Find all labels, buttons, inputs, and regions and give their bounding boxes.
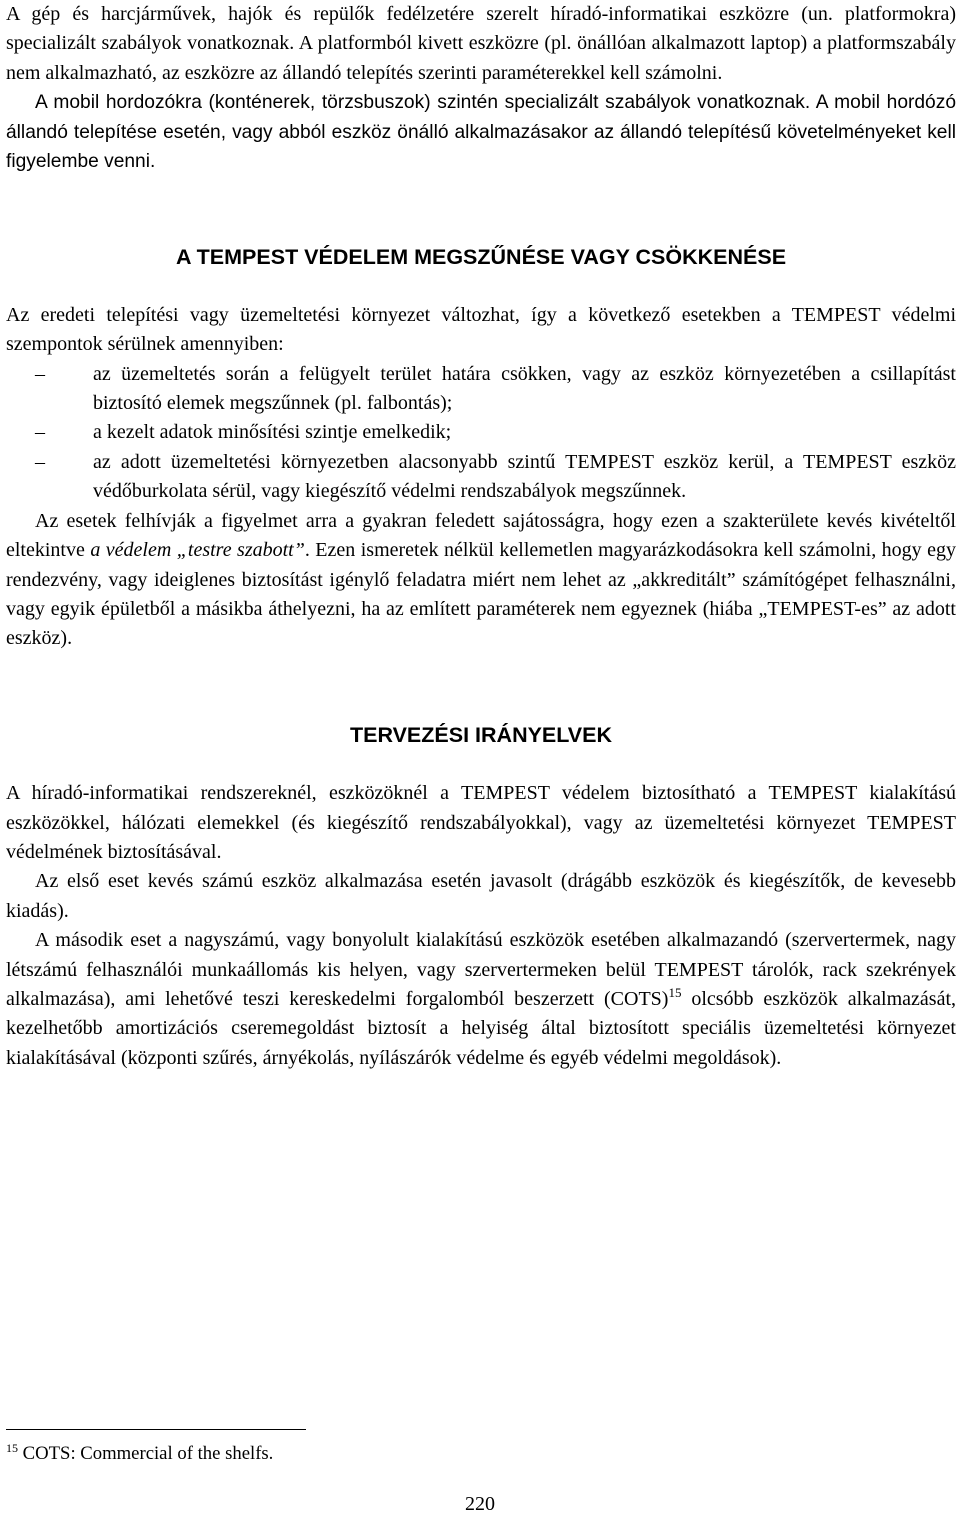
list-item-text: a kezelt adatok minősítési szintje emelkedik; [93, 421, 452, 444]
footnote-separator [6, 1429, 306, 1430]
dash-marker: – [35, 450, 45, 473]
intro-paragraph-2: A mobil hordozókra (konténerek, törzsbuszok) szintén specializált szabályok vonatkoznak. A mobil hordózó állandó telepítése esetén, vagy abból eszköz önálló alkalmazásakor az állandó telepítésű követelményeket kell figyelembe venni. [6, 92, 956, 173]
list-item-text: az üzemeltetés során a felügyelt terület határa csökken, vagy az eszköz környezetében a csillapítást biztosító elemek megszűnnek (pl. falbontás); [93, 362, 956, 415]
section2-paragraph-3 [6, 926, 956, 1073]
text-run: olcsóbb eszközök alkalmazását, kezelhetőbb amortizációs cseremegoldást biztosít a helyiség által biztosított speciális üzemeltetési környezet kialakításával (központi szűrés, árnyékolás, nyílászárók védelme és egyéb védelmi megoldások). [6, 987, 956, 1069]
section1-paragraph-2 [6, 507, 956, 654]
intro-paragraph-1: A gép és harcjárművek, hajók és repülők fedélzetére szerelt híradó-informatikai eszközre (un. platformokra) specializált szabályok vonatkoznak. A platformból kivett eszközre (pl. önállóan alkalmazott laptop) a platformszabály nem alkalmazható, az eszközre az állandó telepítés szerinti paraméterekkel kell számolni. [6, 3, 956, 84]
footnote [6, 1442, 273, 1466]
list-item-text: az adott üzemeltetési környezetben alacsonyabb szintű TEMPEST eszköz kerül, a TEMPEST eszköz védőburkolata sérül, vagy kiegészítő védelmi rendszabályok megszűnnek. [93, 450, 956, 503]
text-run: Az esetek felhívják a figyelmet arra a gyakran feledett sajátosságra, hogy ezen a szakterülete kevés kivételtől eltekintve [6, 509, 956, 562]
list-item [6, 360, 956, 419]
document-page [6, 0, 956, 1073]
text-run: . Ezen ismeretek nélkül kellemetlen magyarázkodásokra kell számolni, hogy egy rendezvény, vagy ideiglenes biztosítást igénylő feladatra miért nem lehet az „akkreditált” számítógépet felhasználni, vagy egyik épületből a másikba áthelyezni, ha az említett paraméterek nem egyeznek (hiába „TEMPEST-es” az adott eszköz). [6, 539, 957, 650]
section2-paragraph-2: Az első eset kevés számú eszköz alkalmazása esetén javasolt (drágább eszközök és kiegészítők, de kevesebb kiadás). [6, 870, 956, 922]
footnote-text: COTS: Commercial of the shelfs. [18, 1443, 274, 1464]
text-run: A második eset a nagyszámú, vagy bonyolult kialakítású eszközök esetében alkalmazandó (szervertermek, nagy létszámú felhasználói munkaállomás kis helyen, vagy szervertermeken belül TEMPEST tárolók, rack szekrények alkalmazása), ami lehetővé teszi kereskedelmi forgalomból beszerzett (COTS) [6, 929, 956, 1010]
section-heading-tempest: A TEMPEST VÉDELEM MEGSZŰNÉSE VAGY CSÖKKENÉSE [175, 245, 787, 270]
list-item [6, 448, 956, 507]
emphasis-text: a védelem „testre szabott” [90, 539, 305, 562]
section-heading-planning: TERVEZÉSI IRÁNYELVEK [349, 722, 613, 747]
dash-marker: – [35, 362, 45, 385]
page-number: 220 [465, 1493, 495, 1515]
list-item [6, 418, 956, 447]
condition-list [6, 360, 956, 507]
section1-paragraph-1: Az eredeti telepítési vagy üzemeltetési környezet változhat, így a következő esetekben a TEMPEST védelmi szempontok sérülnek amennyiben: [6, 303, 956, 356]
dash-marker: – [35, 421, 45, 444]
footnote-number: 15 [6, 1441, 18, 1455]
footnote-reference[interactable]: 15 [668, 984, 682, 1000]
section2-paragraph-1: A híradó-informatikai rendszereknél, eszközöknél a TEMPEST védelem biztosítható a TEMPEST kialakítású eszközökkel, hálózati elemekkel (és kiegészítő rendszabályokkal), vagy az üzemeltetési környezet TEMPEST védelmének biztosításával. [6, 782, 956, 863]
